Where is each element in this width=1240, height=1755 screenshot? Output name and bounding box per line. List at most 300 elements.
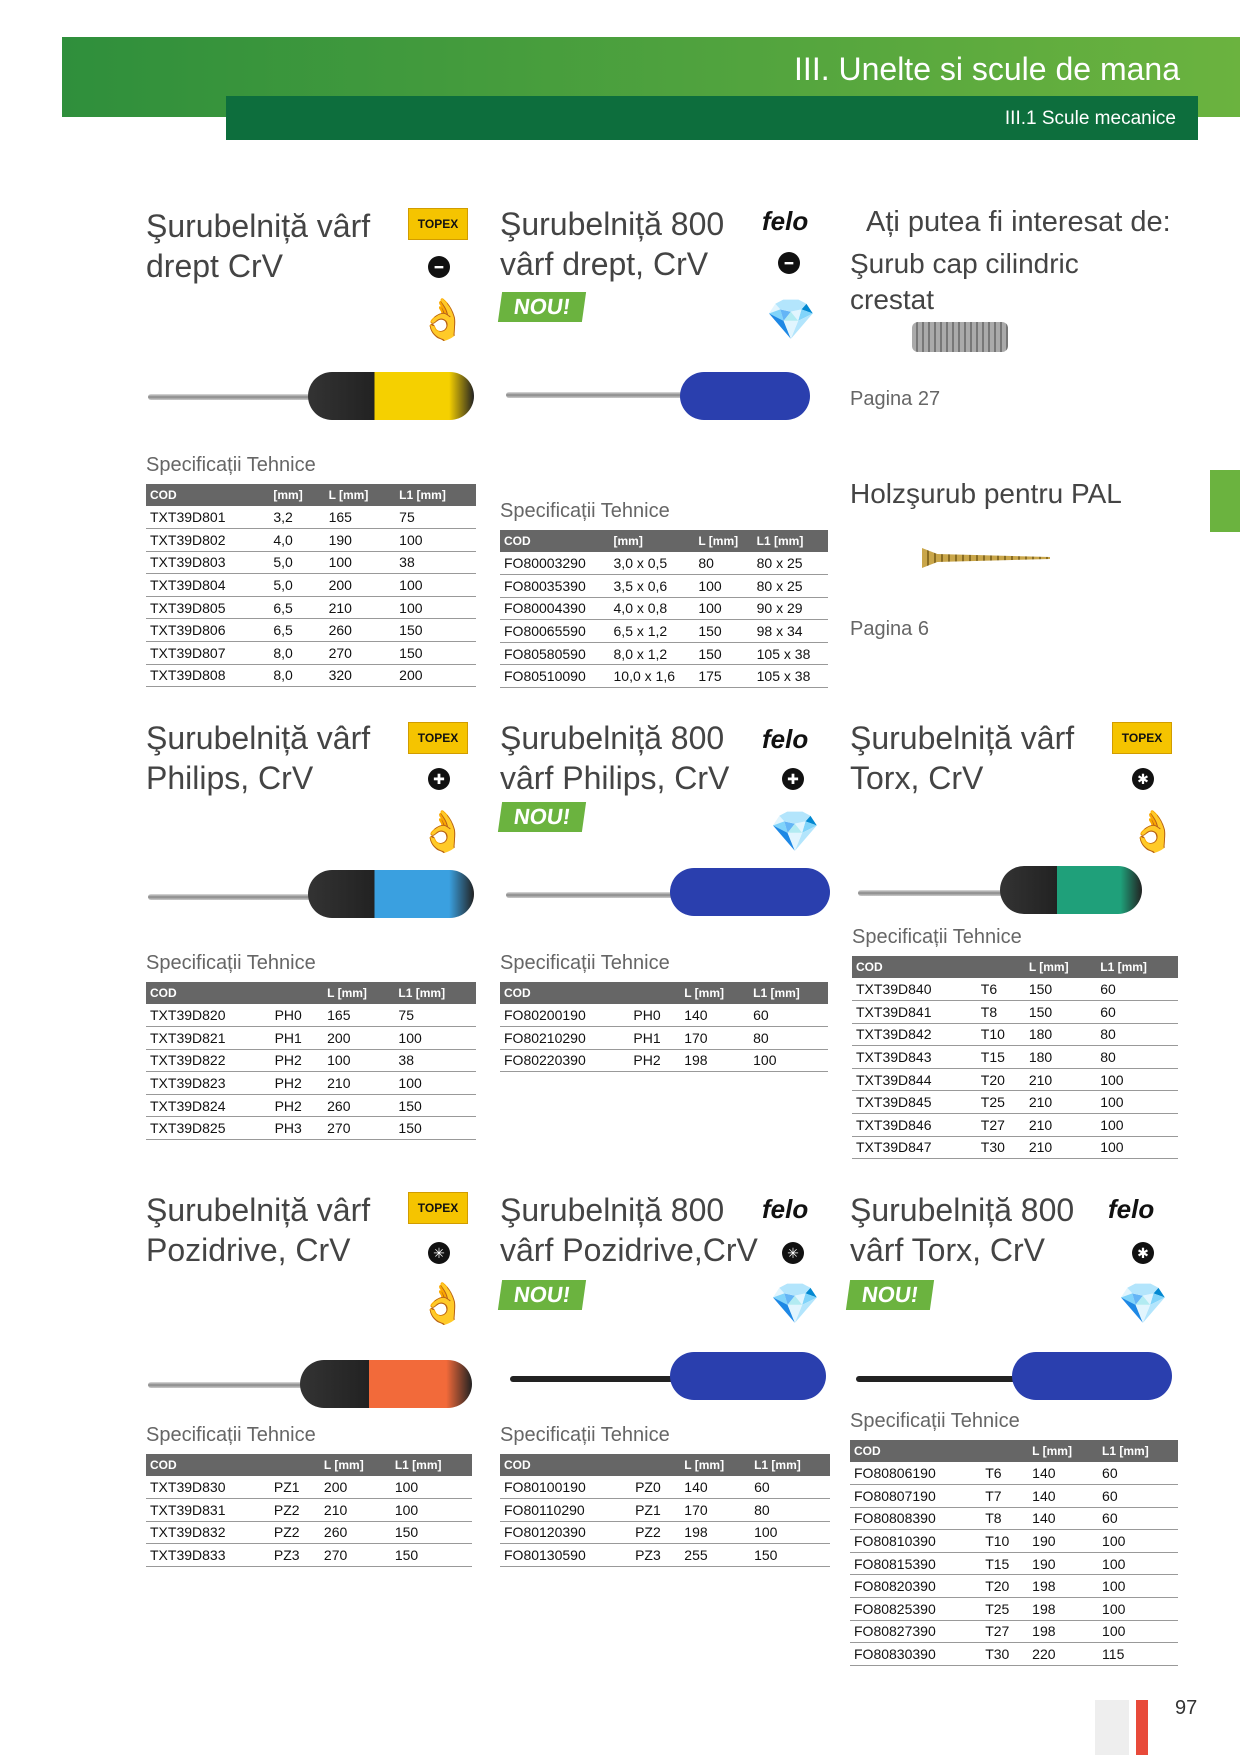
table-cell: 6,5 [269, 619, 324, 642]
screwdriver-shaft [148, 894, 318, 900]
table-row [500, 642, 828, 665]
table-cell: TXT39D831 [146, 1499, 270, 1522]
table-cell: TXT39D830 [146, 1476, 270, 1499]
table-cell: 175 [694, 665, 752, 688]
column-header: [mm] [610, 530, 695, 552]
side-tab [1210, 470, 1240, 532]
table-cell: 140 [1028, 1462, 1098, 1485]
table-cell: FO80220390 [500, 1049, 629, 1072]
table-cell: 220 [1028, 1643, 1098, 1666]
table-row [146, 619, 476, 642]
screwdriver-handle [670, 868, 830, 916]
felo-logo: felo [762, 724, 809, 754]
table-cell: 150 [395, 619, 476, 642]
table-row [146, 664, 476, 687]
table-cell: FO80806190 [850, 1462, 981, 1485]
table-cell: TXT39D821 [146, 1027, 271, 1050]
table-row [852, 1091, 1178, 1114]
table-cell: TXT39D807 [146, 642, 269, 665]
column-header [271, 982, 324, 1004]
table-cell: PH2 [271, 1049, 324, 1072]
table-cell: 200 [325, 574, 396, 597]
spec-label: Specificații Tehnice [146, 952, 316, 974]
diamond-icon: 💎 [766, 298, 816, 342]
table-cell: TXT39D833 [146, 1544, 270, 1567]
table-cell: 260 [320, 1521, 391, 1544]
table-cell: TXT39D841 [852, 1001, 977, 1024]
bolt-image [912, 322, 1008, 352]
column-header: L [mm] [320, 1454, 391, 1476]
table-cell: T6 [981, 1462, 1028, 1485]
table-cell: 38 [394, 1049, 476, 1072]
column-header: L [mm] [1025, 956, 1096, 978]
column-header [981, 1440, 1028, 1462]
table-cell: FO80100190 [500, 1476, 631, 1499]
table-cell: 100 [391, 1476, 472, 1499]
table-cell: 150 [391, 1521, 472, 1544]
spec-table [146, 1454, 472, 1567]
table-row [500, 1476, 830, 1499]
table-cell: 38 [395, 551, 476, 574]
table-cell: PH1 [271, 1027, 324, 1050]
table-cell: TXT39D832 [146, 1521, 270, 1544]
screwdriver-shaft [858, 890, 1018, 896]
column-header: L [mm] [323, 982, 394, 1004]
table-cell: FO80815390 [850, 1552, 981, 1575]
table-cell: PZ3 [270, 1544, 320, 1567]
table-cell: FO80035390 [500, 575, 610, 598]
table-cell: TXT39D823 [146, 1072, 271, 1095]
product-title-8: Şurubelniță 800 vârf Torx, CrV [850, 1192, 1075, 1268]
table-row [146, 1499, 472, 1522]
table-cell: 210 [1025, 1114, 1096, 1137]
column-header: L [mm] [1028, 1440, 1098, 1462]
spec-label: Specificații Tehnice [852, 926, 1022, 948]
column-header: COD [500, 1454, 631, 1476]
table-cell: 75 [395, 506, 476, 529]
table-cell: 100 [391, 1499, 472, 1522]
column-header: L1 [mm] [1098, 1440, 1178, 1462]
table-row [852, 978, 1178, 1001]
footer-accent [1136, 1700, 1148, 1755]
screwdriver-handle [308, 870, 474, 918]
table-row [146, 1117, 476, 1140]
table-cell: TXT39D802 [146, 529, 269, 552]
table-cell: TXT39D840 [852, 978, 977, 1001]
column-header: L1 [mm] [753, 530, 828, 552]
table-cell: 8,0 [269, 664, 324, 687]
table-cell: 165 [325, 506, 396, 529]
screwdriver-handle [300, 1360, 472, 1408]
table-cell: 140 [1028, 1507, 1098, 1530]
spec-label: Specificații Tehnice [146, 1424, 316, 1446]
table-cell: 80 [694, 552, 752, 575]
table-cell: 210 [325, 596, 396, 619]
column-header: COD [852, 956, 977, 978]
table-cell: PH1 [629, 1027, 680, 1050]
table-cell: 100 [1098, 1530, 1178, 1553]
table-row [850, 1507, 1178, 1530]
table-cell: FO80065590 [500, 620, 610, 643]
table-cell: TXT39D847 [852, 1136, 977, 1159]
table-cell: 80 [750, 1499, 830, 1522]
column-header: L1 [mm] [749, 982, 828, 1004]
table-cell: 4,0 [269, 529, 324, 552]
table-cell: T15 [981, 1552, 1028, 1575]
table-row [500, 1049, 828, 1072]
table-cell: PZ3 [631, 1544, 680, 1567]
column-header: L [mm] [680, 1454, 750, 1476]
column-header [977, 956, 1025, 978]
table-row [146, 1049, 476, 1072]
table-row [852, 1023, 1178, 1046]
table-cell: 198 [1028, 1575, 1098, 1598]
spec-table [500, 530, 828, 688]
table-cell: 100 [694, 575, 752, 598]
table-cell: 60 [749, 1004, 828, 1027]
table-cell: 100 [1098, 1598, 1178, 1621]
screwdriver-handle [670, 1352, 826, 1400]
spec-table [500, 1454, 830, 1567]
table-cell: 190 [1028, 1530, 1098, 1553]
table-cell: 100 [750, 1521, 830, 1544]
column-header: L1 [mm] [1096, 956, 1178, 978]
table-cell: 210 [1025, 1068, 1096, 1091]
table-row [146, 529, 476, 552]
table-cell: FO80510090 [500, 665, 610, 688]
table-cell: PZ2 [631, 1521, 680, 1544]
table-row [146, 1004, 476, 1027]
torx-tip-icon: ✱ [1132, 1242, 1154, 1264]
table-row [852, 1114, 1178, 1137]
table-cell: FO80827390 [850, 1620, 981, 1643]
table-cell: 255 [680, 1544, 750, 1567]
table-cell: 150 [750, 1544, 830, 1567]
table-cell: FO80110290 [500, 1499, 631, 1522]
topex-logo: TOPEX [1112, 722, 1172, 754]
spec-table [146, 484, 476, 687]
column-header [631, 1454, 680, 1476]
product-title-4: Şurubelniță 800 vârf Philips, CrV [500, 720, 730, 796]
table-cell: 150 [395, 642, 476, 665]
table-cell: TXT39D825 [146, 1117, 271, 1140]
table-row [146, 1476, 472, 1499]
table-cell: 8,0 [269, 642, 324, 665]
table-cell: 100 [325, 551, 396, 574]
pozidrive-tip-icon: ✳ [782, 1242, 804, 1264]
column-header: L1 [mm] [395, 484, 476, 506]
table-cell: TXT39D842 [852, 1023, 977, 1046]
column-header: L [mm] [694, 530, 752, 552]
table-row [852, 1001, 1178, 1024]
table-cell: TXT39D806 [146, 619, 269, 642]
diamond-icon: 💎 [770, 1282, 820, 1326]
table-cell: 100 [394, 1027, 476, 1050]
wood-screw-image [922, 548, 1050, 568]
column-header: COD [850, 1440, 981, 1462]
spec-table [850, 1440, 1178, 1666]
table-cell: FO80200190 [500, 1004, 629, 1027]
product-title-7: Şurubelniță 800 vârf Pozidrive,CrV [500, 1192, 758, 1268]
table-cell: FO80808390 [850, 1507, 981, 1530]
product-title-1: Şurubelniță vârf drept CrV [146, 208, 371, 284]
table-cell: T27 [981, 1620, 1028, 1643]
table-cell: 170 [680, 1027, 749, 1050]
table-cell: 100 [1098, 1552, 1178, 1575]
table-cell: 60 [750, 1476, 830, 1499]
table-cell: 105 x 38 [753, 642, 828, 665]
table-cell: 80 [1096, 1046, 1178, 1069]
screwdriver-shaft [148, 1382, 318, 1388]
ok-hand-icon: 👌 [418, 298, 468, 342]
subsection-header [226, 96, 1198, 140]
table-cell: T25 [981, 1598, 1028, 1621]
table-cell: FO80807190 [850, 1485, 981, 1508]
table-cell: 270 [323, 1117, 394, 1140]
slotted-tip-icon: ━ [778, 252, 800, 274]
table-cell: T20 [977, 1068, 1025, 1091]
page-ref[interactable]: Pagina 27 [850, 388, 941, 410]
table-cell: PZ2 [270, 1521, 320, 1544]
table-cell: 210 [320, 1499, 391, 1522]
table-cell: 6,5 x 1,2 [610, 620, 695, 643]
table-cell: 8,0 x 1,2 [610, 642, 695, 665]
screwdriver-shaft [510, 1376, 680, 1382]
product-title-3: Şurubelniță vârf Philips, CrV [146, 720, 371, 796]
table-cell: 210 [323, 1072, 394, 1095]
phillips-tip-icon: ✚ [428, 768, 450, 790]
column-header: L1 [mm] [394, 982, 476, 1004]
table-cell: 100 [395, 529, 476, 552]
table-cell: T20 [981, 1575, 1028, 1598]
table-row [852, 1068, 1178, 1091]
table-cell: 190 [1028, 1552, 1098, 1575]
table-cell: 180 [1025, 1046, 1096, 1069]
table-cell: PZ1 [270, 1476, 320, 1499]
table-cell: FO80003290 [500, 552, 610, 575]
screwdriver-shaft [856, 1376, 1026, 1382]
table-cell: 5,0 [269, 574, 324, 597]
new-badge: NOU! [498, 802, 586, 832]
table-cell: 5,0 [269, 551, 324, 574]
interest-heading: Ați putea fi interesat de: [866, 206, 1171, 238]
table-cell: 100 [323, 1049, 394, 1072]
table-cell: 100 [395, 574, 476, 597]
table-row [500, 1004, 828, 1027]
table-row [852, 1046, 1178, 1069]
column-header: COD [146, 982, 271, 1004]
table-cell: PZ0 [631, 1476, 680, 1499]
table-cell: T8 [977, 1001, 1025, 1024]
table-cell: 100 [1098, 1620, 1178, 1643]
table-cell: TXT39D845 [852, 1091, 977, 1114]
screwdriver-handle [308, 372, 474, 420]
table-row [850, 1485, 1178, 1508]
phillips-tip-icon: ✚ [782, 768, 804, 790]
column-header [629, 982, 680, 1004]
felo-logo: felo [1108, 1194, 1155, 1224]
table-cell: 198 [1028, 1598, 1098, 1621]
table-cell: 3,5 x 0,6 [610, 575, 695, 598]
table-cell: 80 [749, 1027, 828, 1050]
table-row [146, 551, 476, 574]
table-cell: 80 [1096, 1023, 1178, 1046]
table-cell: TXT39D808 [146, 664, 269, 687]
table-cell: PH2 [629, 1049, 680, 1072]
section-title: III. Unelte si scule de mana [794, 51, 1180, 87]
new-badge: NOU! [846, 1280, 934, 1310]
table-cell: 4,0 x 0,8 [610, 597, 695, 620]
table-cell: 90 x 29 [753, 597, 828, 620]
table-row [146, 642, 476, 665]
table-cell: T10 [981, 1530, 1028, 1553]
spec-table [500, 982, 828, 1072]
table-cell: 100 [1096, 1136, 1178, 1159]
table-cell: 270 [325, 642, 396, 665]
table-cell: 170 [680, 1499, 750, 1522]
table-row [850, 1598, 1178, 1621]
table-cell: 60 [1096, 1001, 1178, 1024]
page-ref[interactable]: Pagina 6 [850, 618, 929, 640]
related-item-title: Holzşurub pentru PAL [850, 478, 1122, 509]
column-header: COD [146, 484, 269, 506]
table-cell: 60 [1098, 1462, 1178, 1485]
torx-tip-icon: ✱ [1132, 768, 1154, 790]
table-cell: 190 [325, 529, 396, 552]
table-cell: 100 [1096, 1091, 1178, 1114]
table-cell: TXT39D801 [146, 506, 269, 529]
table-row [500, 665, 828, 688]
column-header: L [mm] [325, 484, 396, 506]
table-cell: 115 [1098, 1643, 1178, 1666]
table-cell: FO80130590 [500, 1544, 631, 1567]
screwdriver-shaft [506, 892, 686, 898]
table-row [146, 506, 476, 529]
table-cell: 105 x 38 [753, 665, 828, 688]
table-cell: FO80825390 [850, 1598, 981, 1621]
table-cell: FO80210290 [500, 1027, 629, 1050]
table-row [146, 574, 476, 597]
table-row [850, 1530, 1178, 1553]
spec-table [852, 956, 1178, 1159]
table-cell: TXT39D824 [146, 1094, 271, 1117]
table-cell: 60 [1096, 978, 1178, 1001]
table-cell: T7 [981, 1485, 1028, 1508]
table-cell: T15 [977, 1046, 1025, 1069]
new-badge: NOU! [498, 1280, 586, 1310]
table-cell: 10,0 x 1,6 [610, 665, 695, 688]
table-cell: TXT39D804 [146, 574, 269, 597]
table-cell: 80 x 25 [753, 552, 828, 575]
table-row [500, 1027, 828, 1050]
table-cell: TXT39D822 [146, 1049, 271, 1072]
diamond-icon: 💎 [1118, 1282, 1168, 1326]
table-cell: 60 [1098, 1485, 1178, 1508]
table-cell: 3,2 [269, 506, 324, 529]
table-cell: FO80810390 [850, 1530, 981, 1553]
subsection-title: III.1 Scule mecanice [1004, 108, 1176, 129]
table-row [146, 1072, 476, 1095]
table-cell: 150 [391, 1544, 472, 1567]
table-cell: 140 [680, 1004, 749, 1027]
table-cell: 100 [1096, 1114, 1178, 1137]
table-row [850, 1643, 1178, 1666]
table-row [500, 597, 828, 620]
column-header [270, 1454, 320, 1476]
table-cell: 80 x 25 [753, 575, 828, 598]
table-cell: 210 [1025, 1136, 1096, 1159]
table-row [146, 596, 476, 619]
spec-table [146, 982, 476, 1140]
column-header: [mm] [269, 484, 324, 506]
table-cell: 165 [323, 1004, 394, 1027]
screwdriver-handle [680, 372, 810, 420]
table-cell: T27 [977, 1114, 1025, 1137]
footer-bar [1095, 1700, 1129, 1755]
table-cell: T6 [977, 978, 1025, 1001]
ok-hand-icon: 👌 [418, 810, 468, 854]
table-cell: TXT39D820 [146, 1004, 271, 1027]
diamond-icon: 💎 [770, 810, 820, 854]
table-cell: 270 [320, 1544, 391, 1567]
table-row [500, 1544, 830, 1567]
table-cell: TXT39D846 [852, 1114, 977, 1137]
table-row [850, 1575, 1178, 1598]
topex-logo: TOPEX [408, 1192, 468, 1224]
table-row [500, 620, 828, 643]
spec-label: Specificații Tehnice [850, 1410, 1020, 1432]
table-cell: 200 [395, 664, 476, 687]
table-row [146, 1094, 476, 1117]
column-header: COD [146, 1454, 270, 1476]
column-header: COD [500, 530, 610, 552]
page-number: 97 [1175, 1697, 1198, 1719]
topex-logo: TOPEX [408, 208, 468, 240]
table-cell: T30 [977, 1136, 1025, 1159]
column-header: COD [500, 982, 629, 1004]
table-row [500, 575, 828, 598]
table-cell: 98 x 34 [753, 620, 828, 643]
table-row [852, 1136, 1178, 1159]
spec-label: Specificații Tehnice [500, 1424, 670, 1446]
table-cell: TXT39D843 [852, 1046, 977, 1069]
table-cell: T30 [981, 1643, 1028, 1666]
table-cell: PH0 [271, 1004, 324, 1027]
table-cell: 200 [323, 1027, 394, 1050]
table-cell: FO80580590 [500, 642, 610, 665]
pozidrive-tip-icon: ✳ [428, 1242, 450, 1264]
table-cell: 150 [694, 620, 752, 643]
table-cell: T8 [981, 1507, 1028, 1530]
table-row [500, 1499, 830, 1522]
table-cell: 198 [680, 1521, 750, 1544]
screwdriver-handle [1012, 1352, 1172, 1400]
table-cell: FO80830390 [850, 1643, 981, 1666]
table-row [500, 1521, 830, 1544]
table-row [850, 1552, 1178, 1575]
table-cell: FO80820390 [850, 1575, 981, 1598]
ok-hand-icon: 👌 [1128, 810, 1178, 854]
table-row [850, 1620, 1178, 1643]
table-cell: 100 [394, 1072, 476, 1095]
table-cell: 180 [1025, 1023, 1096, 1046]
table-cell: 150 [1025, 978, 1096, 1001]
product-title-2: Şurubelniță 800 vârf drept, CrV [500, 206, 725, 282]
table-cell: PZ1 [631, 1499, 680, 1522]
spec-label: Specificații Tehnice [500, 500, 670, 522]
table-cell: 100 [1096, 1068, 1178, 1091]
screwdriver-shaft [148, 394, 318, 400]
